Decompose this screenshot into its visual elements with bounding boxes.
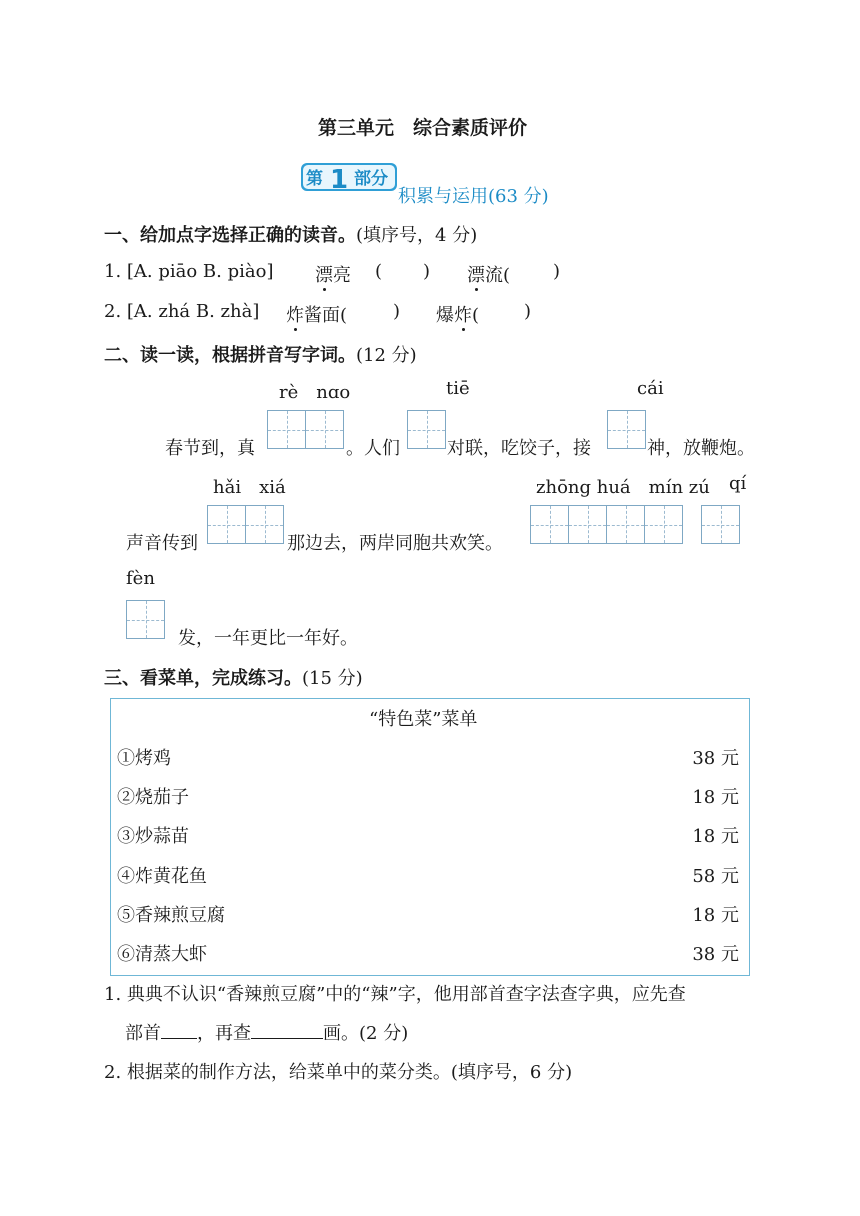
answer-grid-qi[interactable]	[701, 505, 739, 544]
q3-heading-text: 三、看菜单，完成练习。	[104, 668, 302, 689]
pinyin-haixia: hǎi xiá	[213, 477, 286, 498]
grid-cell[interactable]	[530, 505, 569, 544]
q1-line1-paren1-close: )	[423, 261, 431, 282]
q1-line1-word2: 漂流(	[467, 261, 510, 287]
grid-cell[interactable]	[126, 600, 165, 639]
answer-grid-tie[interactable]	[407, 410, 445, 449]
section-title: 积累与运用(63 分)	[398, 186, 549, 207]
menu-item: ②烧茄子 18 元	[117, 787, 739, 808]
grid-cell[interactable]	[267, 410, 306, 449]
grid-cell[interactable]	[607, 410, 646, 449]
menu-box	[110, 698, 750, 976]
grid-cell[interactable]	[568, 505, 607, 544]
q3-sub2: 2. 根据菜的制作方法，给菜单中的菜分类。(填序号，6 分)	[104, 1062, 573, 1083]
badge-num: 1	[330, 165, 349, 192]
q3-heading-note: (15 分)	[302, 668, 363, 689]
q3-sub1-line1: 1. 典典不认识“香辣煎豆腐”中的“辣”字，他用部首查字法查字典，应先查	[104, 984, 686, 1005]
q1-line1-word1: 漂亮	[315, 261, 351, 287]
answer-grid-fen[interactable]	[126, 600, 164, 639]
sentence2-part-b: 那边去，两岸同胞共欢笑。	[287, 533, 503, 554]
answer-grid-cai[interactable]	[607, 410, 645, 449]
answer-grid-zhonghua-minzu[interactable]	[530, 505, 682, 544]
sentence1-part-d: 神，放鞭炮。	[647, 438, 755, 459]
q1-line1-prefix: 1. [A. piāo B. piào]	[104, 261, 274, 282]
menu-item: ①烤鸡 38 元	[117, 748, 739, 769]
q1-line2-paren2-close: )	[524, 301, 532, 322]
pinyin-qi: qí	[729, 473, 747, 494]
menu-item: ④炸黄花鱼 58 元	[117, 866, 739, 887]
blank-radical[interactable]	[161, 1020, 197, 1039]
q3-sub1-line2: 部首 ，再查 画。(2 分)	[125, 1019, 408, 1045]
page-title: 第三单元 综合素质评价	[318, 117, 528, 139]
grid-cell[interactable]	[644, 505, 683, 544]
q3-heading	[104, 664, 363, 690]
q1-line1-paren1-open: (	[375, 261, 383, 282]
grid-cell[interactable]	[606, 505, 645, 544]
q1-line1-paren2-close: )	[553, 261, 561, 282]
menu-item: ⑥清蒸大虾 38 元	[117, 944, 739, 965]
sentence1-part-b: 。人们	[346, 438, 400, 459]
q1-heading-note: (填序号，4 分)	[356, 225, 478, 246]
sentence2-part-a: 声音传到	[126, 533, 198, 554]
menu-item: ⑤香辣煎豆腐 18 元	[117, 905, 739, 926]
grid-cell[interactable]	[305, 410, 344, 449]
sentence3: 发，一年更比一年好。	[178, 628, 358, 649]
answer-grid-renao[interactable]	[267, 410, 343, 449]
q2-heading	[104, 341, 417, 367]
badge-bu: 部分	[354, 169, 388, 189]
menu-title: “特色菜”菜单	[369, 709, 478, 730]
q1-line2-prefix: 2. [A. zhá B. zhà]	[104, 301, 260, 322]
menu-item: ③炒蒜苗 18 元	[117, 826, 739, 847]
pinyin-cai: cái	[637, 378, 664, 399]
q1-heading	[104, 221, 477, 247]
q2-heading-note: (12 分)	[356, 345, 417, 366]
grid-cell[interactable]	[407, 410, 446, 449]
pinyin-fen: fèn	[126, 568, 155, 589]
q1-line2-word2: 爆炸(	[436, 301, 479, 327]
pinyin-zhonghua-minzu: zhōng huá mín zú	[536, 477, 710, 498]
pinyin-renao: rè nɑo	[279, 382, 351, 403]
section-badge	[300, 162, 398, 192]
answer-grid-haixia[interactable]	[207, 505, 283, 544]
badge-di: 第	[306, 169, 323, 189]
sentence1-part-c: 对联，吃饺子，接	[447, 438, 591, 459]
q1-line2-paren1-close: )	[393, 301, 401, 322]
pinyin-tie: tiē	[446, 378, 470, 399]
grid-cell[interactable]	[207, 505, 246, 544]
q2-heading-text: 二、读一读，根据拼音写字词。	[104, 345, 356, 366]
grid-cell[interactable]	[245, 505, 284, 544]
q1-line2-word1: 炸酱面(	[286, 301, 347, 327]
sentence1-part-a: 春节到，真	[165, 438, 255, 459]
grid-cell[interactable]	[701, 505, 740, 544]
blank-strokes[interactable]	[251, 1020, 323, 1039]
q1-heading-text: 一、给加点字选择正确的读音。	[104, 225, 356, 246]
